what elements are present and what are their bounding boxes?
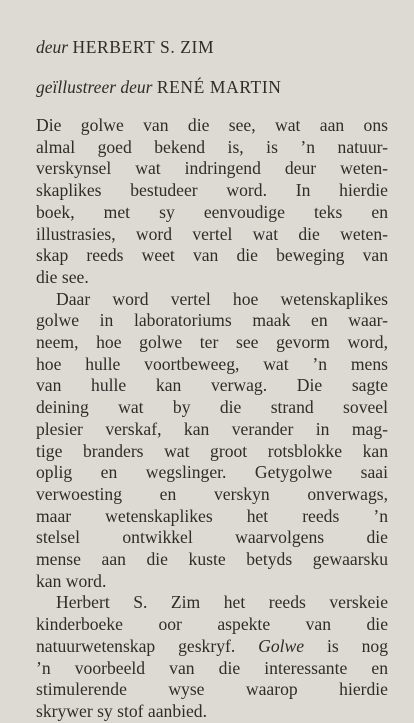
- paragraph-2: [36, 289, 388, 593]
- book-title: Golwe: [258, 635, 305, 656]
- illustrator-name: RENÉ MARTIN: [156, 77, 282, 97]
- text-line: die see.: [36, 266, 89, 287]
- text-line: skrywer sy stof aanbied.: [36, 700, 208, 721]
- author-credit: [36, 36, 388, 58]
- text-line: mense aan die kuste betyds gewaarsku: [36, 549, 388, 570]
- text-line-with-title: [36, 636, 388, 658]
- text-line: stelsel ontwikkel waarvolgens die: [36, 527, 388, 548]
- text-line-start: natuurwetenskap geskryf.: [36, 635, 236, 656]
- text-line: Die golwe van die see, wat aan ons: [36, 115, 388, 135]
- author-name: HERBERT S. ZIM: [72, 37, 215, 57]
- text-line: kan word.: [36, 570, 107, 591]
- text-line: plesier verskaf, kan verander in mag-: [36, 418, 388, 439]
- illustrator-credit: [36, 76, 388, 98]
- text-line: neem, hoe golwe ter see gevorm word,: [36, 332, 388, 353]
- text-line: skap reeds weet van die beweging van: [36, 245, 388, 266]
- text-line: hoe hulle voortbeweeg, wat ’n mens: [36, 353, 388, 374]
- text-line: skaplikes bestudeer word. In hierdie: [36, 180, 388, 201]
- paragraph-1: [36, 115, 388, 289]
- text-line-end: is nog: [326, 635, 388, 656]
- text-line: boek, met sy eenvoudige teks en: [36, 201, 388, 222]
- text-line: verskynsel wat indringend deur weten-: [36, 158, 388, 179]
- text-line: maar wetenskaplikes het reeds ’n: [36, 505, 388, 526]
- text-line: deining wat by die strand soveel: [36, 397, 388, 418]
- text-line: Daar word vertel hoe wetenskaplikes: [56, 288, 388, 309]
- text-line: van hulle kan verwag. Die sagte: [36, 375, 388, 396]
- text-line: verwoesting en verskyn onverwags,: [36, 483, 388, 504]
- text-line: ’n voorbeeld van die interessante en: [36, 657, 388, 678]
- illustrator-credit-prefix: geïllustreer deur: [36, 77, 153, 97]
- author-credit-prefix: deur: [36, 37, 69, 57]
- blurb-text: [36, 115, 388, 723]
- text-line: Herbert S. Zim het reeds verskeie: [56, 592, 388, 613]
- text-line: stimulerende wyse waarop hierdie: [36, 679, 388, 700]
- text-line: illustrasies, word vertel wat die weten-: [36, 223, 388, 244]
- text-line: oplig en wegslinger. Getygolwe saai: [36, 462, 388, 483]
- text-line: golwe in laboratoriums maak en waar-: [36, 310, 388, 331]
- text-line: almal goed bekend is, is ’n natuur-: [36, 136, 388, 157]
- text-line: tige branders wat groot rotsblokke kan: [36, 440, 388, 461]
- text-line: kinderboeke oor aspekte van die: [36, 614, 388, 635]
- paragraph-3: [36, 592, 388, 722]
